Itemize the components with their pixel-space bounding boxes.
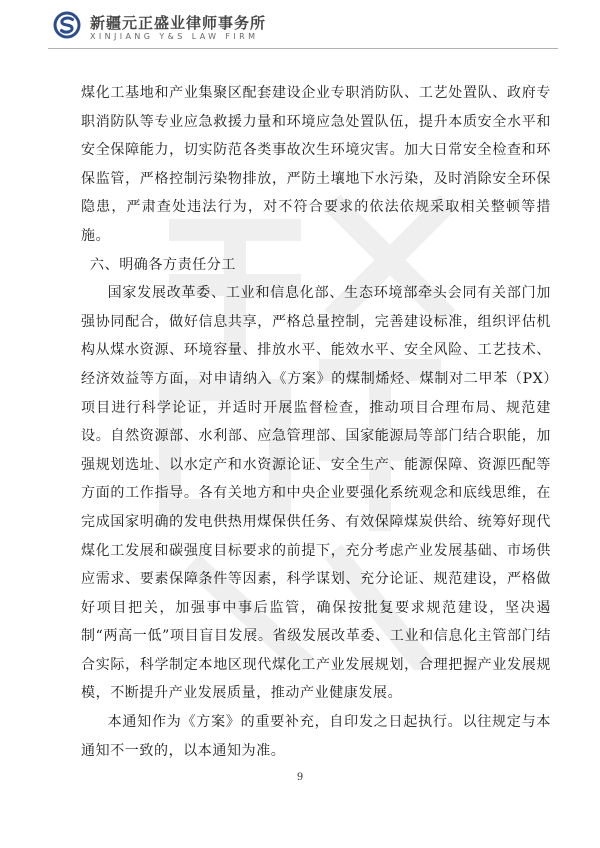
letterhead (48, 8, 568, 52)
firm-name-cn: 新疆元正盛业律师事务所 (90, 14, 267, 32)
paragraph: 本通知作为《方案》的重要补充，自印发之日起执行。以往规定与本通知不一致的，以本通知为准。 (81, 714, 551, 759)
header-divider (48, 48, 558, 49)
page-number: 9 (296, 772, 304, 783)
firm-logo-icon (52, 10, 82, 40)
paragraph: 国家发展改革委、工业和信息化部、生态环境部牵头会同有关部门加强协同配合，做好信息共享，严格总量控制，完善建设标准，组织评估机构从煤水资源、环境容量、排放水平、能效水平、安全风险、工艺技术、经济效益等方面，对申请纳入《方案》的煤制烯烃、煤制对二甲苯（PX）项目进行科学论证，并适时开展监督检查，推动项目合理布局、规范建设。自然资源部、水利部、应急管理部、国家能源局等部门结合职能，加强规划选址、以水定产和水资源论证、安全生产、能源保障、资源匹配等方面的工作指导。各有关地方和中央企业要强化系统观念和底线思维，在完成国家明确的发电供热用煤保供任务、有效保障煤炭供给、统筹好现代煤化工发展和碳强度目标要求的前提下，充分考虑产业发展基础、市场供应需求、要素保障条件等因素，科学谋划、充分论证、规范建设，严格做好项目把关，加强事中事后监管，确保按批复要求规范建设，坚决遏制“两高一低”项目盲目发展。省级发展改革委、工业和信息化主管部门结合实际，科学制定本地区现代煤化工产业发展规划，合理把握产业发展规模，不断提升产业发展质量，推动产业健康发展。 (81, 285, 551, 702)
firm-name-en: XINJIANG Y&S LAW FIRM (90, 32, 259, 41)
document-body (81, 79, 551, 765)
section-heading: 六、明确各方责任分工 (90, 256, 236, 273)
paragraph: 煤化工基地和产业集聚区配套建设企业专职消防队、工艺处置队、政府专职消防队等专业应急救援力量和环境应急处置队伍，提升本质安全水平和安全保障能力，切实防范各类事故次生环境灾害。加大日常安全检查和环保监管，严格控制污染物排放，严防土壤地下水污染，及时消除安全环保隐患，严肃查处违法行为，对不符合要求的依法依规采取相关整顿等措施。 (81, 85, 551, 244)
